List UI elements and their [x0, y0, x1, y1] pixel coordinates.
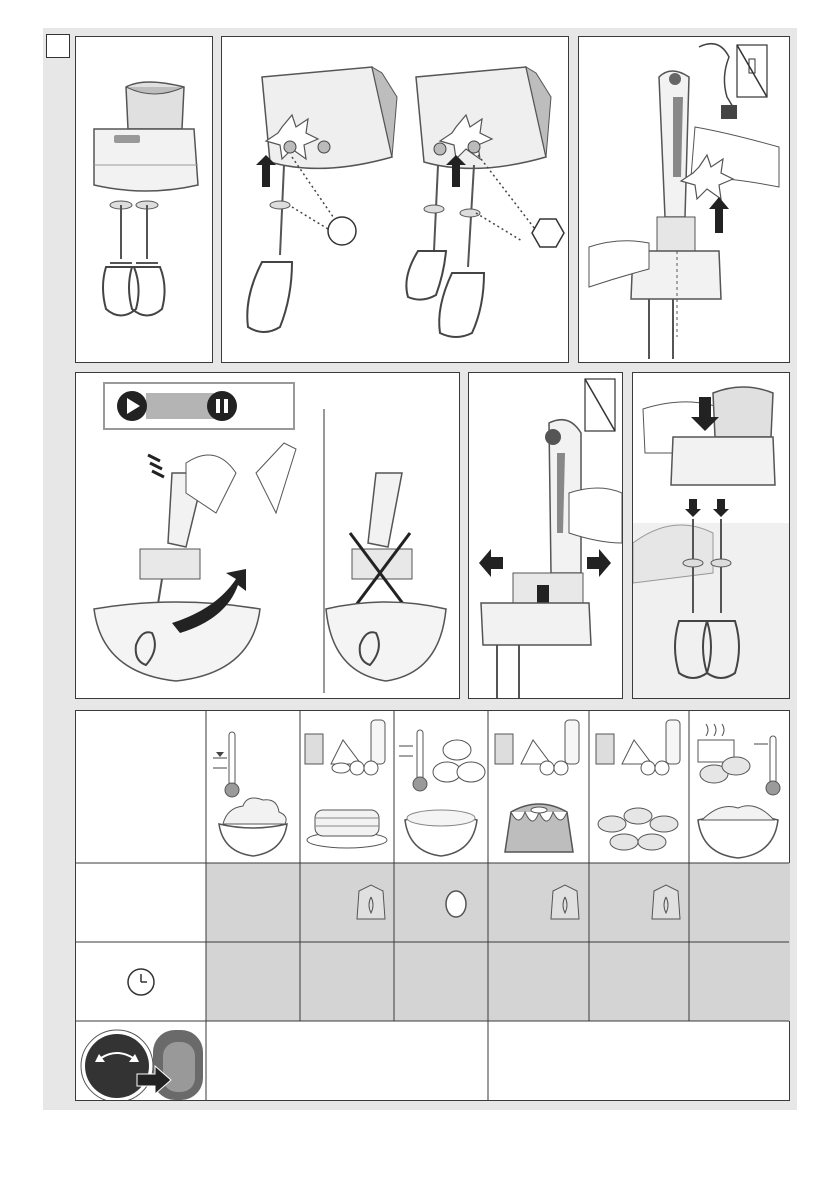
- panel-eject-beaters: [632, 372, 790, 699]
- pause-icon[interactable]: [207, 391, 237, 421]
- eject-beaters-illustration: [633, 373, 789, 698]
- flour-bag-icon: [650, 883, 684, 921]
- flour-milk-eggs-icon: [495, 720, 579, 775]
- insert-beaters-illustration: [222, 37, 568, 362]
- detach-handle-illustration: [469, 373, 622, 698]
- clock-icon: [126, 967, 156, 997]
- unplug-icon: [585, 379, 615, 431]
- panel-insert-beaters: [221, 36, 569, 363]
- panel-mixer-head: [75, 36, 213, 363]
- recipe-table: [75, 710, 790, 1101]
- egg-white-icon: [395, 712, 487, 862]
- whipped-cream-icon: [207, 712, 299, 862]
- flour-bag-icon: [549, 883, 583, 921]
- up-arrow-icon: [709, 197, 729, 233]
- thermometer-eggs-icon: [399, 730, 485, 791]
- mashed-potatoes-icon: [690, 712, 788, 862]
- unplug-icon: [737, 45, 767, 97]
- pancakes-icon: [301, 712, 393, 862]
- start-pause-illustration: [76, 373, 459, 698]
- hexagon-socket-icon: [532, 219, 564, 247]
- panel-attach-handle: [578, 36, 790, 363]
- panel-detach-handle: [468, 372, 623, 699]
- egg-icon: [443, 887, 469, 919]
- bundt-cake-icon: [489, 712, 588, 862]
- speed-dial-icon: [77, 1022, 205, 1100]
- attach-handle-illustration: [579, 37, 789, 362]
- mixer-head-illustration: [76, 37, 212, 362]
- round-socket-icon: [328, 217, 356, 245]
- flour-bag-icon: [355, 883, 389, 921]
- cookies-icon: [590, 712, 688, 862]
- pot-potatoes-thermometer-icon: [698, 724, 780, 795]
- panel-start-pause: [75, 372, 460, 699]
- flour-milk-eggs-icon: [596, 720, 680, 775]
- flour-milk-eggs-icon: [305, 720, 385, 775]
- section-marker: [46, 34, 70, 58]
